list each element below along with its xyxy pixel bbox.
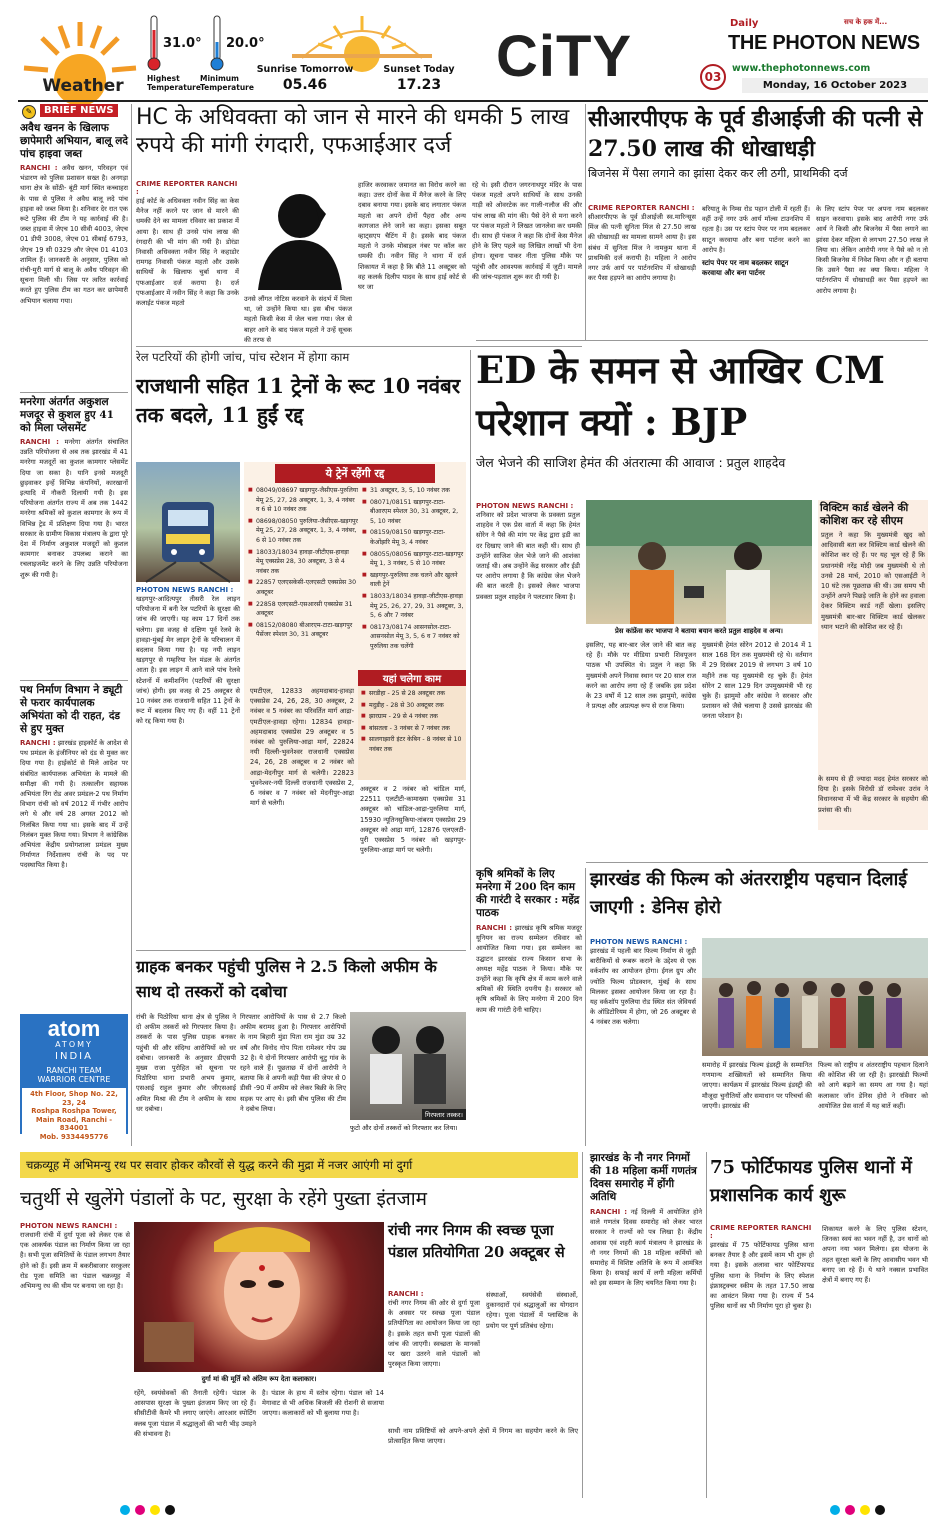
rail-body-2: एमटीएल, 12833 अहमदाबाद-हावड़ा एक्सप्रेस 24, 26, 28, 30 अक्टूबर, 2 नवंबर व 5 नवंबर का परिवर्तित मार्ग आद्रा-एमटीएल-हावड़ा रहेगा। 12834 हावड़ा-अहमदाबाद एक्सप्रेस 29 अक्टूबर व 5 नवंबर को पुरुलिया-आद्रा मार्ग, 22824 नयी दिल्ली-भुवनेश्वर राजधानी एक्सप्रेस 24, 26, 28 अक्टूबर व 2 नवंबर को आद्रा-मेदनीपुर मार्ग से चलेगी। 22823 भुवनेश्वर-नयी दिल्ली राजधानी एक्सप्रेस 2, 6 नवंबर व 7 नवंबर को मेदनीपुर-आद्रा मार्ग से चलेगी। — [250, 687, 354, 808]
ed-body-2: इसलिए, यह बार-बार जेल जाने की बात कह रहे हैं। मौके पर मीडिया प्रभारी शिवपूजन पाठक भी उपस्थित थे। प्रतुल ने कहा कि मुख्यमंत्री अपने निवास स्थान पर 20 साल राज करने का आरोप लगा रहे हैं जबकि इस प्रदेश के 23 वर्षों में 12 साल तक झामुमो, कांग्रेस ने प्रत्यक्ष और अप्रत्यक्ष रूप से राज किया। — [586, 641, 697, 711]
daily-label: Daily — [730, 18, 759, 29]
brief-item-headline: अवैध खनन के खिलाफ छापेमारी अभियान, बालू लदे पांच हाइवा जब्त — [20, 122, 128, 160]
ad-team-1: RANCHI TEAM — [46, 1066, 102, 1075]
schedule-item: ■ 08049/08697 खड़गपुर-जैसीएस-पुरुलिया मेमू 25, 27, 28 अक्टूबर, 1, 3, 4 नवंबर व 6 से 10 नवंबर तक — [248, 486, 358, 515]
weather-block — [20, 18, 140, 98]
atomy-ad[interactable] — [20, 1014, 128, 1141]
sunrise-sun-icon — [272, 14, 452, 58]
ed-body-1: शनिवार को प्रदेश भाजपा के प्रवक्ता प्रतुल शाहदेव ने एक प्रेस वार्ता में कहा कि हेमंत सोरेन ने पैसे की मांग पर केंद्र द्वारा इडी का दर दिखाए जाने की बात कही थी। साथ ही उन्होंने साजिश जेल भेजे जाने की आशंका जताई थी। अब उन्होंने केंद्र सरकार और ईडी पर आरोप लगाया है कि कांग्रेस जेल भेजने की बात करती है। इसको लेकर भाजपा प्रवक्ता प्रतुल शाहदेव ने पलटवार किया है। — [476, 511, 580, 601]
nagar-col-1 — [388, 1290, 480, 1369]
schedule-item: ■ 31 अक्टूबर, 3, 5, 10 नवंबर तक — [362, 486, 464, 496]
brief-item-3 — [20, 684, 128, 1014]
left-column-divider — [131, 104, 132, 1146]
crpf-col-1 — [588, 204, 696, 283]
film-headline: झारखंड की फिल्म को अंतरराष्ट्रीय पहचान दिलाई जाएगी : डेनिस होरो — [590, 869, 908, 918]
section-title: CiTY — [495, 24, 633, 89]
brief-item-headline: पथ निर्माण विभाग ने ड्यूटी से फरार कार्यपालक अभियंता को दी राहत, दंड से हुए मुक्त — [20, 684, 123, 735]
ad-phone: Mob. 9334495776 — [39, 1132, 109, 1141]
ad-address-2: Roshpa Roshpa Tower, — [31, 1107, 117, 1115]
sunset-label: Sunset Today — [383, 64, 455, 75]
rail-headline: राजधानी सहित 11 ट्रेनों के रूट 10 नवंबर तक बदले, 11 हुईं रद्द — [136, 374, 461, 427]
rail-byline: PHOTON NEWS RANCHI : — [136, 586, 234, 594]
divider — [582, 1152, 583, 1498]
ed-col-2 — [586, 640, 696, 711]
puja-headline: चतुर्थी से खुलेंगे पंडालों के पट, सुरक्षा के रहेंगे पुख्ता इंतजाम — [20, 1188, 428, 1210]
crpf-byline: CRIME REPORTER RANCHI : — [588, 204, 695, 212]
hc-col-4 — [472, 180, 582, 282]
hc-body-3: हाजिर करवाकर जमानत का विरोध करने का कहा। उत्तर दोनों केस में मैनेज करने के लिए दबाव बनाया गया। इसके बाद लगातार पंकज महतो का अपने दोनों पैहरा और अन्य कागजात लेने जाने का कहा। इसका सबूत व्हाट्सएप चैटिंग में है। इसके बाद पंकज महतो ने उनके मोबाइल नंबर पर कॉल कर धमकी दी। नवीन सिंह ने थाना में दर्ज शिकायत में कहा है कि बीते 11 अक्टूबर को वह कलर्क दिलीप यादव के साथ हाई कोर्ट से घर जा — [358, 181, 466, 292]
rail-col-3 — [360, 784, 466, 855]
hc-col-3 — [358, 180, 466, 292]
divider — [585, 868, 586, 1146]
page-number-badge: 03 — [700, 64, 726, 90]
weather-label: Weather — [42, 76, 124, 96]
brief-item-1 — [20, 122, 128, 392]
fortified-col-2 — [822, 1224, 928, 1285]
hc-col-1 — [136, 180, 239, 308]
police-body-1: रांची के पिठोरिया थाना क्षेत्र से पुलिस ने दो अफीम तस्करों को गिरफ्तार किया है। तस्करों के पास पुलिस ग्राहक बनकर पहुंची थी और संदिग्ध आरोपियों को धर दबोचा। जानकारी के अनुसार डीएसपी मुख्य राजा पुरोहित को सूचना पर पिठोरिया थाना प्रभारी अभय कुमार, एसआई राहुल कुमार और जीएसआई अमित मिश्रा की टीम ने अफीम के साथ धर दबोचा। — [136, 1013, 236, 1113]
divider — [20, 392, 128, 393]
republic-day-body: नई दिल्ली में आयोजित होने वाले गणतंत्र दिवस समारोह को लेकर भारत सरकार ने राज्यों को पत्र लिखा है। केंद्रीय आवास एवं शहरी कार्य मंत्रालय ने झारखंड के नौ नगर निगमों की 18 महिला कर्मियों को समारोह में विशिष्ट अतिथि के रूप में आमंत्रित किया है। सफाई कार्य में लगी महिला कर्मियों को इस सम्मान के लिए चयनित किया गया है। — [590, 1208, 702, 1288]
rail-body-1: खड़गपुर-आदित्यपुर तीसरी रेल लाइन परियोजना में बनी रेल पटरियों के सुरक्षा की जांच की जाएगी। यह काम 17 दिनों तक चलेगा। इस वजह से दक्षिण पूर्व रेलवे के हावड़ा-मुंबई मेन लाइन ट्रेनों के परिचालन में बदलाव किया गया है। यह नयी लाइन खड़गपुर से गम्हरिया रेल मंडल के अंतर्गत आता है। इस लाइन में आने वाले पांच रेलवे स्टेशनों में कमीशनिंग (पटरियों की सुरक्षा जांच) होगी। इस वजह से 25 अक्टूबर से 10 नवंबर तक राजधानी सहित 11 ट्रेनों के रूट में बदलाव किए गए हैं। वहीं 11 ट्रेनों को रद्द किया गया है। — [136, 595, 240, 726]
puja-byline: PHOTON NEWS RANCHI : — [20, 1222, 118, 1230]
ad-brand: atom — [47, 1016, 101, 1041]
brief-news-tag — [20, 104, 128, 120]
train-photo — [136, 462, 240, 582]
masthead-rule — [18, 100, 928, 102]
rail-kicker: रेल पटरियों की होगी जांच, पांच स्टेशन में होगा काम — [136, 350, 350, 364]
schedule-item: ■ 08152/08080 बीआरएम-टाटा-खड़गपुर पैसेंजर स्पेशल 30, 31 अक्टूबर — [248, 621, 358, 640]
krishi-headline: कृषि श्रमिकों के लिए मनरेगा में 200 दिन काम की गारंटी दे सरकार : महेंद्र पाठक — [476, 868, 580, 919]
victim-card-col-2 — [818, 774, 928, 815]
police-photo-caption: गिरफ्तार तस्कर। — [422, 1109, 466, 1120]
high-label-line2: Temperature — [147, 83, 201, 92]
victim-card-headline: विक्टिम कार्ड खेलने की कोशिश कर रहे सीएम — [820, 502, 909, 527]
ed-story — [476, 344, 928, 864]
schedule-item: ■ 08071/08151 खड़गपुर-टाटा-बीआरएम स्पेशल 30, 31 अक्टूबर, 2, 5, 10 नवंबर — [362, 498, 464, 527]
sunrise-label: Sunrise Tomorrow — [256, 64, 354, 75]
brief-news-column — [20, 104, 128, 1014]
brief-item-body: मनरेगा अंतर्गत संचालित उन्नति परियोजना से अब तक झारखंड में 41 मनरेगा मजदूरों का कुशल कामगार प्लेसमेंट दिया जा सका है। यानि इनसे मजदूरी छुड़वाकर इन्हें विभिन्न कंपनियों, कारखानों इत्यादि में नौकरी दिलायी गयी है। इस परियोजना अंतर्गत राज्य में अब तक 1442 मनरेगा श्रमिकों को कुशल कामगार के रूप में विभिन्न ट्रेड में प्रशिक्षण दिया गया है। भारत सरकार के ग्रामीण विकास मंत्रालय के द्वारा पूरे देश में निर्माण अकुशल मजदूरों को कुशल कामगार बनाकर उपलब्ध कराने का रचलाइजमेंट करने के लिए उन्नति परियोजना शुरू की गयी है। — [20, 438, 128, 579]
nagar-story — [388, 1220, 578, 1500]
hc-headline: HC के अधिवक्ता को जान से मारने की धमकी 5 लाख रुपये की मांगी रंगदारी, एफआईआर दर्ज — [136, 105, 570, 158]
divider — [706, 1152, 707, 1498]
puja-col-2 — [134, 1388, 256, 1439]
puja-photo-caption: दुर्गा मां की मूर्ति को अंतिम रूप देता कलाकार। — [201, 1375, 317, 1383]
low-temp-value: 20.0° — [226, 36, 265, 51]
ed-subhead: जेल भेजने की साजिश हेमंत की अंतरात्मा की आवाज : प्रतुल शाहदेव — [476, 455, 786, 470]
film-body-2: समारोह में झारखंड फिल्म इंडस्ट्री के सम्मानित गणमान्य शख्सियतों को सम्मानित किया जाएगा। कार्यक्रम में झारखंड फिल्म इंडस्ट्री की मौजूदा चुनौतियों और समाधान पर परिचर्चा की जाएगी। झारखंड की — [702, 1061, 812, 1110]
schedule-item: ■ खड़गपुर-पुरुलिया तक चलने और खुलने वाली ट्रेनें — [362, 571, 464, 590]
print-registration-marks — [120, 1500, 240, 1514]
schedule-item: ■ बांसतला - 3 नवंबर से 7 नवंबर तक — [361, 724, 463, 734]
ad-country: INDIA — [55, 1051, 93, 1062]
print-registration-marks-right — [830, 1500, 930, 1514]
ed-press-photo — [586, 500, 812, 624]
krishi-story — [476, 868, 582, 1146]
nagar-headline: रांची नगर निगम की स्वच्छ पूजा पंडाल प्रतियोगिता 20 अक्टूबर से — [388, 1222, 565, 1261]
cancelled-list-2 — [362, 486, 464, 654]
police-body-2: गिरफ्तार आरोपियों के पास से 2.7 किलो अफीम बरामद हुआ है। गिरफ्तार आरोपियों के नाम बिहारी मुंडा पिता राम मुंडा उम्र 32 वर्ष और विनोद गोप पिता रामेश्वर गोप उम्र 32 है। ये दोनों गिरफ्तार आरोपी चुटु गांव के रहने वाले हैं। पूछताछ में दोनों आरोपी ने बताया कि वे अपनी कड़ी पैसा की जेपर से 0 डीसी -90 में अफीम को लेकर बिक्री के लिए सड़क पर आए थे। इसी बीच पुलिस की टीम ने दबोच लिया। — [240, 1013, 346, 1113]
hc-body-4: रहे थे। इसी दौरान जगरनाथपुर मंदिर के पास पंकज महतो अपने साथियों के साथ उनकी गाड़ी को ओवरटेक कर गाली-गलौज की और पांच लाख की मांग की। पैसे देने से मना करने पर पंकज महतो ने लिखत जानलेवा कर धमकी दी। साथ ही पंकज ने कहा कि दोनों केस मैनेज होने के लिए पहले वह लिखित लाखों भी देना होगा। सूचना पाकर नीता पुलिस मौके पर पहुंची और आवश्यक कार्रवाई में जुटी। मामले की जांच-पड़ताल शुरू कर दी गयी है। — [472, 181, 582, 281]
crpf-col-3 — [816, 204, 928, 296]
film-col-3 — [818, 1060, 928, 1111]
film-story — [590, 866, 928, 1148]
hc-body-1: हाई कोर्ट के अधिवक्ता नवीन सिंह का केस मैनेज नहीं करने पर जान से मारने की धमकी देने का मामला रविवार का प्रकाश में आया है। साथ ही उनसे पांच लाख की रंगदारी की भी मांग की गयी है। डोरंडा निवासी अधिवक्ता नवीन सिंह ने कहाडोर रामगढ़ निवासी पंकज महतो और उसके साथियों के खिलाफ चुर्बा थाना में एफआईआर दर्ज कराया है। दर्ज एफआईआर में नवीन सिंह ने कहा कि उनके कलाईट पंकज महतो — [136, 197, 239, 308]
nagar-body-2: संस्थाओं, स्वयंसेवी संस्थाओं, दुकानदारों एवं श्रद्धालुओं का योगदान रहेगा। पूजा पंडालों में प्लास्टिक के प्रयोग पर पूर्ण प्रतिबंध रहेगा। — [486, 1291, 578, 1330]
puja-body-3: है। पंडाल के हाथ में स्तोत्र रहेगा। पंडाल को 14 मेगावाट से भी अधिक बिजली की रोशनी से सजाया जाएगा। कलाकारों को भी बुलाया गया है। — [262, 1389, 384, 1418]
nagar-body-3: साथी नाम प्रविष्टियों को अपने-अपने क्षेत्रों में निगम का सहयोग करने के लिए प्रोत्साहित किया जाएगा। — [388, 1427, 578, 1446]
nagar-body-1: रांची नगर निगम की ओर से दुर्गा पूजा के अवसर पर स्वच्छ पूजा पंडाल प्रतियोगिता का आयोजन किया जा रहा है। इसके तहत सभी पूजा पंडालों की जांच की जाएगी। स्वच्छता के मानकों पर खरा उतरने वाले पंडालों को पुरस्कृत किया जाएगा। — [388, 1299, 480, 1369]
divider — [20, 680, 128, 681]
puja-col-3 — [262, 1388, 384, 1419]
republic-day-byline: RANCHI : — [590, 1208, 628, 1216]
schedule-item: ■ 22857 एलएसकेसी-एलएसटी एक्सप्रेस 30 अक्टूबर — [248, 578, 358, 597]
police-accused-photo — [350, 1012, 466, 1120]
hc-body-2: उनसे लौंगत नोटिस करवाने के संदर्भ में मिला था, जो उन्होंने किया था। इस बीच पंकज महतो किसी केस में जेल चला गया। जेल से बाहर आने के बाद पंकज महतो ने उन्हें सूचक की तरफ से — [244, 295, 352, 344]
police-story — [136, 954, 466, 1144]
nagar-col-3 — [388, 1426, 578, 1446]
puja-body-1: राजधानी रांची में दुर्गा पूजा को लेकर एक से एक आकर्षक पंडाल का निर्माण किया जा रहा है। सभी पूजा समितियों के पंडाल लगभग तैयार होने को हैं। इसी क्रम में बकरीबाजार सरकुलर रोड पूजा समिति का पंडाल चक्रव्यूह में अभिमन्यु रथ की थीम पर बनाया जा रहा है। — [20, 1231, 130, 1291]
rail-body-3: अक्टूबर व 2 नवंबर को चांडिल मार्ग, 22511 एलटीटी-कामाख्या एक्सप्रेस 31 अक्टूबर को चांडिल-आद्रा-पुरुलिया मार्ग, 15930 न्यूतिनसुकिया-तांबरम एक्सप्रेस 29 अक्टूबर को आद्रा मार्ग, 12876 एलएलटी-पुरी एक्सप्रेस 5 नवंबर को खड़गपुर-पुरुलिया-आद्रा मार्ग पर चलेगी। — [360, 785, 466, 855]
police-col-1 — [136, 1012, 236, 1114]
paper-name: THE PHOTON NEWS — [728, 32, 920, 54]
website-link[interactable]: www.thephotonnews.com — [732, 63, 871, 74]
schedule-item: ■ 08055/08056 खड़गपुर-टाटा-खड़गपुर मेमू 1, 3 नवंबर, 5 से 10 नवंबर — [362, 550, 464, 569]
film-col-2 — [702, 1060, 812, 1111]
divider — [585, 104, 586, 340]
brief-item-2 — [20, 396, 128, 676]
cancelled-list-1 — [248, 486, 358, 642]
nagar-byline: RANCHI : — [388, 1290, 424, 1298]
ed-photo-caption: प्रेस कांफ्रेंस कर भाजपा ने बताया बयान करते प्रतुल शाहदेव व अन्य। — [615, 627, 783, 635]
sunrise-time: 05.46 — [282, 77, 328, 93]
victim-card-body: प्रतुल ने कहा कि मुख्यमंत्री खुद को आदिवासी बता कर विक्टिम कार्ड खेलने की कोशिश कर रहे हैं। पर यह भूल रहे हैं कि प्रधानमंत्री नरेंद्र मोदी जब मुख्यमंत्री थे तो उनसे 28 मार्च, 2010 को एसआईटी ने 10 घंटे तक पूछताछ की थी। उस समय भी उन्होंने अपने पिछड़े जाति के होने का हवाला देकर विक्टिम कार्ड नहीं खेला। इसलिए मुख्यमंत्री बार-बार विक्टिम कार्ड खेलकर ध्यान भटाने की कोशिश कर रहे हैं। — [821, 531, 925, 631]
police-col-2 — [240, 1012, 346, 1114]
dateline: RANCHI : — [20, 739, 56, 747]
work-box — [358, 670, 466, 780]
republic-day-story — [590, 1152, 702, 1498]
schedule-item: ■ 08698/08050 पुरुलिया-जैसीएस-खड़गपुर मेमू 25, 27, 28 अक्टूबर, 1, 3, 4 नवंबर, 6 से 10 नवंबर तक — [248, 517, 358, 546]
brief-item-headline: मनरेगा अंतर्गत अकुशल मजदूर से कुशल हुए 41 को मिला प्लेसमेंट — [20, 396, 114, 434]
hc-byline: CRIME REPORTER RANCHI : — [136, 180, 238, 196]
crpf-subhead-inline: स्टांप पेपर पर नाम बदलकर साटून करवाया और बना पार्टनर — [702, 259, 789, 278]
fortified-byline: CRIME REPORTER RANCHI : — [710, 1224, 812, 1240]
schedule-item: ■ 22858 एलएसटी-एसआरसी एक्सप्रेस 31 अक्टूबर — [248, 600, 358, 619]
paper-brand — [660, 14, 930, 98]
low-label-line1: Minimum — [200, 74, 239, 83]
film-byline: PHOTON NEWS RANCHI : — [590, 938, 688, 946]
issue-date: Monday, 16 October 2023 — [742, 78, 928, 93]
krishi-body: झारखंड कृषि श्रमिक मजदूर यूनियन का राज्य सम्मेलन रविवार को आयोजित किया गया। इस सम्मेलन का उद्घाटन झारखंड राज्य किसान सभा के अध्यक्ष महेंद्र पाठक ने किया। मौके पर उन्होंने कहा कि कृषि क्षेत्र में काम करने वाले श्रमिकों की स्थिति दयनीय है। सरकार को कृषि श्रमिकों के लिए मनरेगा में 200 दिन काम की गारंटी देनी चाहिए। — [476, 924, 582, 1014]
ed-col-3 — [702, 640, 812, 722]
brief-item-body: अवैध खनन, परिवहन एवं भंडारण को पुलिस प्रशासन सख्त है। अनगड़ा थाना क्षेत्र के सोंठी- बूंटी मार्ग स्थित कच्चाहरा के पास से पुलिस ने अवैध बालू लदे पांच हाइवा को जब्त किया है। शनिवार देर रात एक रूटे पुलिस की टीम ने यह कार्रवाई की है। जब्त हाइवा में जेएच 10 सीवी 4003, जेएच 01 डीपी 3008, जेएच 01 सीबाई 6793, जेएच 19 सी 0329 और जेएच 01 4103 शामिल हैं। जानकारी के अनुसार, पुलिस को रांची-मुरी मार्ग से बालू के अवैध परिवहन की सूचना मिली थी। जिस पर त्वरित कार्रवाई करते हुए पुलिस टीम का गठन कर छापेमारी अभियान चलाया गया। — [20, 164, 128, 305]
fortified-body-1: झारखंड में 75 फोर्टिफायड पुलिस थाना बनकर तैयार है और इसमें काम भी शुरू हो गया है। इसके अलावा चार फोर्टिफायड पुलिस थाना के निर्माण के लिए स्पेशल इंफ्रास्ट्रक्चर स्कीम के तहत 17.50 लाख का आवंटन किया गया है। राज्य में 54 पुलिस थानों का भी निर्माण पूरा हो चुका है। — [710, 1241, 814, 1311]
high-label-line1: Highest — [147, 74, 180, 83]
puja-body-2: रहेंगे, स्वयंसेवकों की तैनाती रहेगी। पंडाल के आसपास सुरक्षा के पुख्ता इंतजाम किए जा रहे हैं। सीसीटीवी कैमरे भी लगाए जाएंगे। आरआर स्पोर्टिंग क्लब पूजा पंडाल में श्रद्धालुओं की भारी भीड़ उमड़ने की संभावना है। — [134, 1389, 256, 1438]
work-title: यहां चलेगा काम — [358, 670, 466, 686]
crpf-body-3: के लिए स्टांप पेपर पर अपना नाम बदलकर साइन करवाया। इसके बाद आरोपी नगर उर्फ आर्य ने किसी और बिजनेस में पैसा लगाने का झांसा देकर महिला से लगभग 27.50 लाख ले लिया था। लेकिन आरोपी नगर ने पैसे को न तो किसी बिजनेस में निवेश किया और न ही बताया कि उसने पैसा का क्या किया। महिला ने पार्टनरशिप में धोखाधड़ी कर पैसा हड़पने का आरोप लगाया है। — [816, 205, 928, 295]
republic-day-headline: झारखंड के नौ नगर निगमों की 18 महिला कर्मी गणतंत्र दिवस समारोह में होंगी अतिथि — [590, 1152, 697, 1203]
fortified-headline: 75 फोर्टिफायड पुलिस थानों में प्रशासनिक कार्य शुरू — [710, 1157, 912, 1206]
ed-body-3: मुख्यमंत्री हेमंत सोरेन 2012 से 2014 में 1 साल 168 दिन तक मुख्यमंत्री रहे थे। वर्तमान में 29 दिसंबर 2019 से लगभग 3 वर्ष 10 महीने तक यह मुख्यमंत्री रह चुके हैं। हेमंत सोरेन 2 साल 129 दिन उपमुख्यमंत्री भी रह चुके हैं। झामुमो और कांग्रेस ने सरकार और प्रशासन को जैसे चलाया है उससे झारखंड की जनता परेशान है। — [702, 641, 812, 721]
thermometer-cold-icon — [210, 16, 224, 72]
ad-address-box — [22, 1088, 126, 1143]
crpf-body-1: सीआरपीएफ के पूर्व डीआईजी स्व.मारिन्सूस मिंज की पत्नी सुनिता मिंज से 27.50 लाख की धोखाधड़ी का मामला सामने आया है। इस संबंध में सुनिता मिंज ने नामकुम थाना में प्राथमिकी दर्ज करायी है। महिला ने आरोप नगर उर्फ आर्य पर पार्टनरशिप में धोखाधड़ी कर पैसा हड़पने का आरोप लगाया है। — [588, 213, 696, 283]
film-body-1: झारखंड में पहली बार फिल्म निर्माण से जुड़ी बारीकियों से रूबरू कराने के उद्देश्य से एक वर्कशॉप का आयोजन होगा। ईगल ग्रुप और ज्योति फिल्म प्रोडक्शन, मुंबई के साथ मिलकर इसका आयोजन किया जा रहा है। यह वर्कशॉप पुरुलिया रोड स्थित संत जेवियर्स के ऑडिटोरियम में होगा, जो 26 अक्टूबर से 4 नवंबर तक चलेगा। — [590, 947, 696, 1027]
hc-story — [136, 104, 582, 344]
weather-sun-icon — [20, 18, 140, 78]
schedule-item: ■ मदुडीह - 28 से 30 अक्टूबर तक — [361, 701, 463, 711]
schedule-item: ■ 08173/08174 आसनसोल-टाटा-आसनसोल मेमू 3, 5, 6 व 7 नवंबर को पुरुलिया तक चलेंगी — [362, 623, 464, 652]
crpf-story — [588, 104, 928, 340]
rail-col-1 — [136, 586, 240, 727]
victim-card-body-2: के समय से ही ज्यादा मदद हेमंत सरकार को दिया है। इसके विरोधी डॉ रामेश्वर उरांव ने विधानसभा में भी केंद्र सरकार के सहयोग की प्रशंसा की थी। — [818, 775, 928, 814]
divider — [470, 350, 471, 950]
schedule-item: ■ 08159/08150 खड़गपुर-टाटा-केओंझरि मेमू 3, 4 नवंबर — [362, 528, 464, 547]
nagar-col-2 — [486, 1290, 578, 1331]
schedule-item: ■ 18033/18034 हावड़ा-जीटीएस-हावड़ा मेमू एक्सप्रेस 28, 30 अक्टूबर, 3 से 4 नवंबर तक — [248, 548, 358, 577]
schedule-item: ■ झारग्राम - 29 से 4 नवंबर तक — [361, 712, 463, 722]
schedule-item: ■ सरडीहा - 25 से 28 अक्टूबर तक — [361, 689, 463, 699]
rail-headline-box — [136, 372, 466, 458]
high-temp-block — [145, 12, 207, 98]
low-temp-label — [200, 74, 254, 92]
police-headline: ग्राहक बनकर पहुंची पुलिस ने 2.5 किलो अफीम के साथ दो तस्करों को दबोचा — [136, 957, 437, 1001]
brief-news-label: BRIEF NEWS — [40, 104, 118, 117]
divider — [586, 862, 928, 863]
divider — [136, 950, 466, 951]
high-temp-value: 31.0° — [163, 36, 202, 51]
rail-story — [136, 350, 466, 370]
divider — [476, 340, 928, 341]
ed-byline: PHOTON NEWS RANCHI : — [476, 502, 574, 510]
ad-team-2: WARRIOR CENTRE — [37, 1075, 111, 1084]
ad-address-3: Main Road, Ranchi - 834001 — [35, 1115, 113, 1132]
film-body-3: फिल्म को राष्ट्रीय व अंतरराष्ट्रीय पहचान दिलाने की कोशिश की जा रही है। झारखंडी फिल्मों को आगे बढ़ाने का समय आ गया है। यहां कलाकार जॉन डेनिस होरो ने रविवार को आयोजित प्रेस वार्ता में यह बातें कहीं। — [818, 1061, 928, 1110]
hc-silhouette-photo — [244, 180, 352, 290]
schedule-item: ■ सालगाझारी इंटर केबिन - 8 नवंबर से 10 नवंबर तक — [361, 735, 463, 754]
film-col-1 — [590, 938, 696, 1028]
ad-brand-sub: ATOMY — [55, 1040, 93, 1049]
crpf-headline: सीआरपीएफ के पूर्व डीआईजी की पत्नी से 27.50 लाख की धोखाधड़ी — [588, 106, 923, 162]
low-label-line2: Temperature — [200, 83, 254, 92]
ed-headline: ED के समन से आखिर CM परेशान क्यों : BJP — [476, 348, 885, 444]
film-group-photo — [702, 938, 928, 1056]
high-temp-label — [147, 74, 201, 92]
puja-col-1 — [20, 1222, 130, 1291]
sunrise-block — [256, 14, 462, 98]
dateline: RANCHI : — [20, 164, 58, 172]
megaphone-icon: ✎ — [22, 105, 36, 119]
krishi-byline: RANCHI : — [476, 924, 513, 932]
crpf-body-2: बरियातु के निम्स रोड पहान टोली में रहती हैं। वहीं उन्हें नगर उर्फ आर्य मॉल्स टाउनशिप में रहता है। उस पर स्टांप पेपर पर नाम बदलकर साटून करवाया और बना पार्टनर करने का आरोप है। — [702, 205, 810, 254]
schedule-item: ■ 18033/18034 हावड़ा-जीटीएस-हावड़ा मेमू 25, 26, 27, 29, 31 अक्टूबर, 3, 5, 6 और 7 नवंबर — [362, 592, 464, 621]
ed-col-1 — [476, 502, 580, 602]
durga-banner — [20, 1152, 578, 1178]
fortified-body-2: शिकायत करने के लिए पुलिस स्टेशन, जिनका स्वयं का भवन नहीं है, उन थानों को अपना नया भवन मिलेगा। इस योजना के तहत सुरक्षा बलों के लिए आवासीय भवन भी बनाए जा रहे हैं। ये थाने नक्सल प्रभावित क्षेत्रों में बनाए गए हैं। — [822, 1225, 928, 1285]
cancelled-title: ये ट्रेनें रहेंगी रद्द — [275, 464, 435, 483]
sunset-time: 17.23 — [396, 77, 442, 93]
tagline: सच के हक में... — [844, 18, 888, 26]
dateline: RANCHI : — [20, 438, 59, 446]
ad-address-1: 4th Floor, Shop No. 22, 23, 24 — [30, 1090, 118, 1107]
fortified-col-1 — [710, 1224, 814, 1311]
hc-col-2 — [244, 294, 352, 345]
crpf-col-2 — [702, 204, 810, 278]
masthead — [0, 0, 945, 100]
thermometer-icon — [147, 16, 161, 72]
fortified-story — [710, 1154, 928, 1500]
police-caption-2: फुटो और दोनों तस्करों को गिरफ्तार कर लिया। — [350, 1124, 458, 1132]
brief-item-body: झारखंड हाइकोर्ट के आदेश से पथ प्रमंडल के इंजीनियर को दंड से मुक्त कर दिया गया है। हाईकोर्ट से मिले आदेश पर संबंधित कार्यपालक अभियंता के मामले की समीक्षा की गयी है। तत्कालीन सहायक अभियंता रिंग रोड अवर प्रमंडल-2 पथ निर्माण विभाग रांची को वर्ष 2012 में गंभीर आरोप लगे थे और वर्ष 28 अगस्त 2012 को निलंबित किया गया था। इसके बाद में उन्हें निलंबन मुक्त किया गया। विभाग ने कांग्रेसिक अभियंता केंद्रीय प्रयोगशाला प्रमंडल मुख्य निर्माणत निर्देशालय रांची के पद पर पदस्थापित किया है। — [20, 739, 128, 870]
durga-idol-photo — [134, 1222, 384, 1372]
durga-banner-text: चक्रव्यूह में अभिमन्यु रथ पर सवार होकर कौरवों से युद्ध करने की मुद्रा में नजर आएंगी मां दुर्गा — [26, 1158, 413, 1172]
rail-col-2 — [250, 686, 354, 808]
crpf-subhead: बिजनेस में पैसा लगाने का झांसा देकर कर ली ठगी, प्राथमिकी दर्ज — [588, 167, 848, 180]
